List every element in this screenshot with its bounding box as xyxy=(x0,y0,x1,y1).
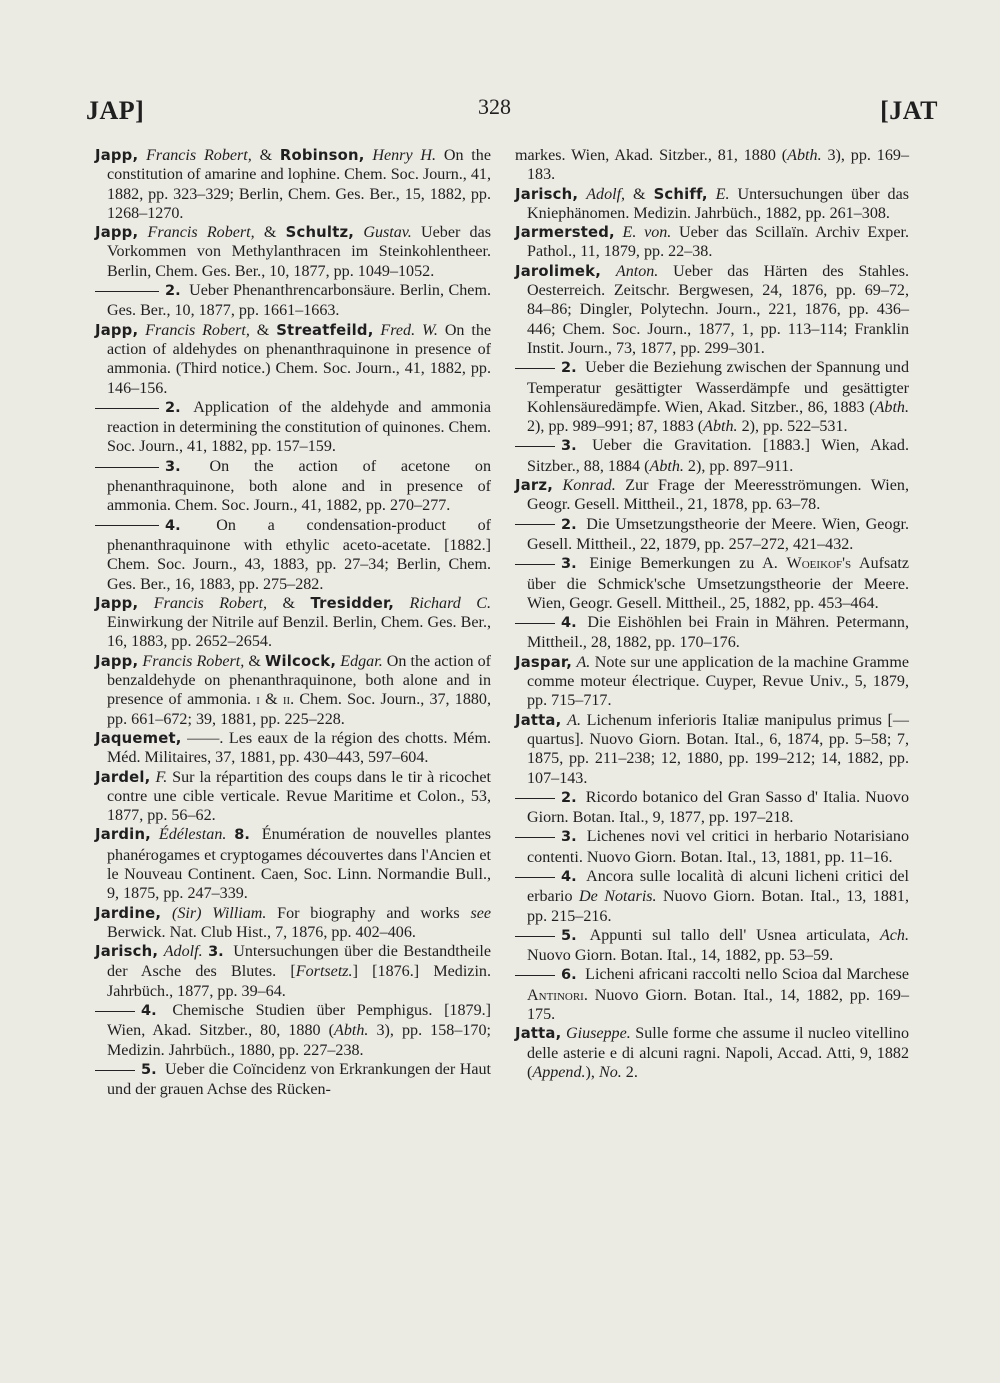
author-surname: Streatfeild, xyxy=(276,321,374,339)
italic-text: Abth. xyxy=(787,147,822,164)
author-surname: Jardel, xyxy=(95,768,151,786)
entry-text: Chem. Soc. Journ., 37, 1880, pp. 661–672; 39, 1881, pp. 225–228. xyxy=(107,691,491,728)
entry-text xyxy=(553,477,563,494)
italic-text: Append. xyxy=(532,1063,586,1081)
entry-text: Énumération de nouvelles plantes phanérogames et cryptogames découvertes dans l'Ancien et le Nouveau Continent. Caen, Soc. Linn. Normandie Bull., 9, 1875, pp. 247–339. xyxy=(107,826,491,903)
author-surname: Japp, xyxy=(95,321,139,339)
entry-number: 4. xyxy=(561,868,577,885)
entry-number: 3. xyxy=(208,944,224,961)
entry-number: 3. xyxy=(561,438,577,455)
entry-text: Appunti sul tallo dell' Usnea articulata, xyxy=(580,926,880,944)
bibliography-entry xyxy=(515,613,909,653)
author-surname: Japp, xyxy=(95,147,139,164)
entry-text: 2), pp. 897–911. xyxy=(683,457,794,475)
entry-text: Nuovo Giorn. Botan. Ital., 14, 1882, pp. 169–175. xyxy=(527,986,909,1024)
ditto-rule xyxy=(515,564,555,565)
small-caps-text: Antinori. xyxy=(527,986,588,1004)
entry-text xyxy=(138,147,146,164)
entry-number: 4. xyxy=(561,615,577,632)
entry-text: Aufsatz über die Schmick'sche Umsetzungstheorie der Meere. Wien, Geogr. Gesell. Mittheil., 25, 1882, pp. 453–464. xyxy=(527,555,909,612)
entry-number: 5. xyxy=(561,927,577,944)
italic-text: Adolf. xyxy=(163,943,203,961)
author-surname: Japp, xyxy=(95,224,139,242)
left-column xyxy=(95,146,491,1100)
right-column xyxy=(515,146,909,1082)
italic-text: Ach. xyxy=(879,926,909,944)
italic-text: Abth. xyxy=(703,418,738,436)
entry-text: Untersuchungen über die Bestandtheile der Asche des Blutes. [ xyxy=(107,943,491,981)
entry-text: On the action of benzaldehyde on phenanthraquinone, both alone and in presence of ammonia. xyxy=(107,652,491,709)
bibliography-entry xyxy=(515,965,909,1024)
entry-text: On the action of acetone on phenanthraquinone, both alone and in presence of ammonia. Chem. Soc. Journ., 41, 1882, pp. 270–277. xyxy=(107,457,491,515)
italic-text: Abth. xyxy=(649,457,684,475)
entry-text: & xyxy=(254,224,286,242)
entry-text: Note sur une application de la machine Gramme comme moteur électrique. Cuyper, Revue Univ., 5, 1879, pp. 715–717. xyxy=(527,653,909,710)
bibliography-entry xyxy=(515,358,909,436)
bibliography-entry xyxy=(95,652,491,729)
italic-text: Anton. xyxy=(615,262,659,280)
italic-text: Giuseppe. xyxy=(565,1025,631,1043)
author-surname: Jaquemet, xyxy=(95,729,182,747)
small-caps-text: i & ii. xyxy=(256,691,295,709)
italic-text: E. xyxy=(715,185,730,203)
entry-number: 2. xyxy=(561,516,577,533)
author-surname: Jatta, xyxy=(515,1025,562,1043)
small-caps-text: Woeikof's xyxy=(786,555,852,573)
entry-text: On a condensation-product of phenanthraquinone with ethylic aceto-acetate. [1882.] Chem. Soc. Journ., 43, 1883, pp. 27–34; Berlin, Chem. Ges. Ber., 16, 1883, pp. 275–282. xyxy=(107,516,491,593)
bibliography-entry xyxy=(515,476,909,515)
author-surname: Jatta, xyxy=(515,711,562,729)
ditto-rule xyxy=(95,1011,135,1012)
italic-text: Francis Robert, xyxy=(146,147,252,164)
bibliography-entry xyxy=(515,223,909,262)
running-head-right: [JAT xyxy=(880,96,938,125)
ditto-rule xyxy=(515,524,555,525)
entry-text xyxy=(578,186,586,203)
italic-text: Fred. W. xyxy=(380,321,438,339)
entry-text: Lichenum inferioris Italiæ manipulus primus [—quartus]. Nuovo Giorn. Botan. Ital., 6, 1874, pp. 5–58; 7, 1875, pp. 211–238; 12, 1880, pp. 199–212; 14, 1882, pp. 107–143. xyxy=(527,711,909,787)
entry-text xyxy=(138,224,147,241)
entry-text: 2. xyxy=(621,1063,638,1081)
entry-text: Berwick. Nat. Club Hist., 7, 1876, pp. 402–406. xyxy=(107,923,416,941)
entry-text: Lichenes novi vel critici in herbario Notarisiano contenti. Nuovo Giorn. Botan. Ital., 13, 1881, pp. 11–16. xyxy=(527,828,909,866)
page-number: 328 xyxy=(478,94,511,119)
entry-text: Untersuchungen über das Kniephänomen. Medizin. Jahrbüch., 1882, pp. 261–308. xyxy=(527,185,909,222)
entry-number: 3. xyxy=(165,458,181,475)
bibliography-entry xyxy=(515,554,909,613)
italic-text: Henry H. xyxy=(372,147,437,164)
ditto-rule xyxy=(95,525,159,526)
italic-text: Francis Robert, xyxy=(145,321,250,339)
entry-text: ——. Les eaux de la région des chotts. Mém. Méd. Militaires, 37, 1881, pp. 430–443, 597–604. xyxy=(107,729,491,767)
entry-text: Sur la répartition des coups dans le tir à ricochet contre une cible verticale. Revue Maritime et Colon., 53, 1877, pp. 56–62. xyxy=(107,768,491,825)
entry-text: Ueber die Coïncidenz von Erkrankungen der Haut und der grauen Achse des Rücken- xyxy=(107,1060,491,1099)
bibliography-entry xyxy=(515,827,909,867)
entry-text: Die Umsetzungstheorie der Meere. Wien, Geogr. Gesell. Mittheil., 22, 1879, pp. 257–272, 421–432. xyxy=(527,515,909,553)
bibliography-entry xyxy=(515,515,909,555)
bibliography-entry xyxy=(95,825,491,903)
entry-text: Ueber die Beziehung zwischen der Spannung und Temperatur gesättigter Wasserdämpfe und gesättigter Kohlensäuredämpfe. Wien, Akad. Sitzber., 86, 1883 ( xyxy=(527,359,909,416)
entry-text xyxy=(601,263,616,280)
italic-text: A. xyxy=(576,653,591,671)
bibliography-entry xyxy=(515,653,909,711)
bibliography-entry xyxy=(515,788,909,828)
ditto-rule xyxy=(515,975,555,976)
entry-text: & xyxy=(625,185,654,203)
author-surname: Jarz, xyxy=(515,477,554,495)
bibliography-entry xyxy=(95,457,491,516)
italic-text: Adolf, xyxy=(586,185,626,203)
italic-text: (Sir) William. xyxy=(172,904,267,922)
ditto-rule xyxy=(515,446,555,447)
entry-number: 3. xyxy=(561,829,577,846)
italic-text: Abth. xyxy=(334,1022,369,1040)
entry-text: 3), pp. 158–170; Medizin. Jahrbüch., 1880, pp. 227–238. xyxy=(107,1022,491,1059)
entry-text xyxy=(615,224,623,241)
entry-text: & xyxy=(251,147,280,164)
bibliography-entry xyxy=(515,711,909,788)
entry-number: 2. xyxy=(165,399,181,416)
italic-text: Édélestan. xyxy=(158,826,227,844)
bibliography-entry xyxy=(95,281,491,321)
italic-text: A. xyxy=(567,711,581,729)
entry-text: Application of the aldehyde and ammonia reaction in determining the constitution of quinones. Chem. Soc. Journ., 41, 1882, pp. 157–159. xyxy=(107,398,491,456)
entry-text: Sulle forme che assume il nucleo vitellino delle asterie e di alcuni ragni. Napoli, Accad. Atti, 9, 1882 ( xyxy=(527,1025,909,1081)
bibliography-entry xyxy=(95,594,491,652)
bibliography-entry xyxy=(515,146,909,185)
entry-text xyxy=(151,826,159,843)
entry-text: ), xyxy=(585,1063,599,1081)
ditto-rule xyxy=(95,467,159,468)
bibliography-entry xyxy=(515,262,909,358)
bibliography-entry xyxy=(95,321,491,398)
italic-text: Konrad. xyxy=(562,477,616,495)
entry-text: & xyxy=(244,652,265,670)
ditto-rule xyxy=(515,798,555,799)
ditto-rule xyxy=(95,1070,135,1071)
author-surname: Robinson, xyxy=(279,147,365,164)
entry-text: ] [1876.] Medizin. Jahrbüch., 1877, pp. 39–64. xyxy=(107,963,491,1000)
bibliography-entry xyxy=(95,146,491,223)
italic-text: F. xyxy=(155,768,168,786)
bibliography-entry xyxy=(515,185,909,224)
italic-text: Francis Robert, xyxy=(153,594,268,612)
author-surname: Schultz, xyxy=(285,224,355,242)
author-surname: Jardine, xyxy=(95,904,162,922)
entry-number: 4. xyxy=(141,1003,157,1020)
entry-number: 3. xyxy=(561,556,577,573)
italic-text: Francis Robert, xyxy=(142,652,245,670)
entry-number: 8. xyxy=(234,827,250,844)
italic-text: Abth. xyxy=(874,398,909,416)
entry-text: Zur Frage der Meeresströmungen. Wien, Geogr. Gesell. Mittheil., 21, 1878, pp. 63–78. xyxy=(527,477,909,514)
author-surname: Jarisch, xyxy=(515,185,579,203)
entry-text: Ancora sulle località di alcuni licheni critici del erbario xyxy=(527,867,909,906)
bibliography-entry xyxy=(95,1060,491,1100)
bibliography-entry xyxy=(95,516,491,594)
author-surname: Jarolimek, xyxy=(515,262,602,280)
entry-text: Ueber das Vorkommen von Methylanthracen im Steinkohlentheer. Berlin, Chem. Ges. Ber., 10, 1877, pp. 1049–1052. xyxy=(107,224,491,280)
author-surname: Japp, xyxy=(95,594,139,612)
bibliography-entry xyxy=(95,942,491,1001)
entry-text: Ricordo botanico del Gran Sasso d' Italia. Nuovo Giorn. Botan. Ital., 9, 1877, pp. 197–218. xyxy=(527,788,909,827)
ditto-rule xyxy=(515,623,555,624)
entry-number: 4. xyxy=(165,517,181,534)
entry-number: 2. xyxy=(165,283,181,300)
italic-text: Gustav. xyxy=(363,224,412,242)
bibliography-entry xyxy=(95,904,491,943)
author-surname: Jardin, xyxy=(95,826,152,844)
italic-text: E. von. xyxy=(622,224,672,242)
ditto-rule xyxy=(515,368,555,369)
italic-text: see xyxy=(470,904,492,922)
entry-text: & xyxy=(267,594,311,612)
entry-text: Einwirkung der Nitrile auf Benzil. Berlin, Chem. Ges. Ber., 16, 1883, pp. 2652–2654. xyxy=(107,614,491,651)
bibliography-entry xyxy=(95,768,491,826)
entry-text xyxy=(394,595,409,612)
entry-text: Ueber das Scillaïn. Archiv Exper. Pathol., 11, 1879, pp. 22–38. xyxy=(527,224,909,261)
entry-text xyxy=(708,186,716,203)
entry-text: Ueber die Gravitation. [1883.] Wien, Akad. Sitzber., 88, 1884 ( xyxy=(527,437,909,475)
author-surname: Jarmersted, xyxy=(515,224,615,242)
ditto-rule xyxy=(95,408,159,409)
ditto-rule xyxy=(515,837,555,838)
entry-text: Nuovo Giorn. Botan. Ital., 13, 1881, pp. 215–216. xyxy=(527,888,909,925)
entry-text: Ueber das Härten des Stahles. Oesterreich. Zeitschr. Bergwesen, 24, 1876, pp. 69–72, 84–86; Dingler, Polytechn. Journ., 221, 1876, pp. 436–446; Chem. Soc. Journ., 1877, 1, pp. 113–114; Franklin Instit. Journ., 73, 1877, pp. 299–301. xyxy=(527,262,910,357)
entry-text: markes. Wien, Akad. Sitzber., 81, 1880 ( xyxy=(515,147,788,164)
entry-text xyxy=(138,595,153,612)
bibliography-entry xyxy=(95,729,491,768)
italic-text: Richard C. xyxy=(409,594,491,612)
author-surname: Tresidder, xyxy=(310,594,395,612)
bibliography-entry xyxy=(515,926,909,966)
entry-text: Licheni africani raccolti nello Scioa dal Marchese xyxy=(580,966,909,984)
author-surname: Jarisch, xyxy=(95,943,159,961)
entry-number: 2. xyxy=(561,789,577,806)
entry-text: Einige Bemerkungen zu A. xyxy=(580,555,787,573)
bibliography-entry xyxy=(95,398,491,457)
bibliography-entry xyxy=(515,1024,909,1082)
entry-text xyxy=(354,224,363,241)
entry-text: For biography and works xyxy=(266,904,471,922)
author-surname: Japp, xyxy=(95,652,139,670)
ditto-rule xyxy=(515,936,555,937)
entry-text: On the action of aldehydes on phenanthraquinone in presence of ammonia. (Third notice.) Chem. Soc. Journ., 41, 1882, pp. 146–156. xyxy=(107,321,492,397)
bibliography-entry xyxy=(95,223,491,281)
bibliography-entry xyxy=(95,1001,491,1060)
italic-text: Fortsetz. xyxy=(295,963,353,981)
running-head-left: JAP] xyxy=(86,96,145,125)
bibliography-entry xyxy=(515,867,909,926)
entry-number: 6. xyxy=(561,967,577,984)
italic-text: De Notaris. xyxy=(579,888,657,906)
author-surname: Schiff, xyxy=(653,185,708,203)
entry-text: 2), pp. 522–531. xyxy=(737,418,848,436)
entry-text: On the constitution of amarine and lophine. Chem. Soc. Journ., 41, 1882, pp. 323–329; Berlin, Chem. Ges. Ber., 15, 1882, pp. 1268–1270. xyxy=(107,147,491,222)
entry-number: 5. xyxy=(141,1061,157,1078)
ditto-rule xyxy=(515,877,555,878)
italic-text: Edgar. xyxy=(340,652,383,670)
bibliography-entry xyxy=(515,436,909,476)
entry-text: Die Eishöhlen bei Frain in Mähren. Petermann, Mittheil., 28, 1882, pp. 170–176. xyxy=(527,614,909,652)
entry-number: 2. xyxy=(561,360,577,377)
entry-text: 3), pp. 169–183. xyxy=(527,147,909,184)
italic-text: Francis Robert, xyxy=(147,224,255,242)
italic-text: No. xyxy=(598,1063,622,1081)
entry-text: & xyxy=(249,321,277,339)
author-surname: Jaspar, xyxy=(515,653,573,671)
ditto-rule xyxy=(95,291,159,292)
entry-text: Ueber Phenanthrencarbonsäure. Berlin, Chem. Ges. Ber., 10, 1877, pp. 1661–1663. xyxy=(107,282,491,320)
entry-text xyxy=(161,905,172,922)
entry-text: Chemische Studien über Pemphigus. [1879.] Wien, Akad. Sitzber., 80, 1880 ( xyxy=(107,1002,491,1040)
author-surname: Wilcock, xyxy=(264,652,337,670)
entry-text: Nuovo Giorn. Botan. Ital., 14, 1882, pp. 53–59. xyxy=(527,947,834,965)
entry-text: 2), pp. 989–991; 87, 1883 ( xyxy=(527,418,704,436)
